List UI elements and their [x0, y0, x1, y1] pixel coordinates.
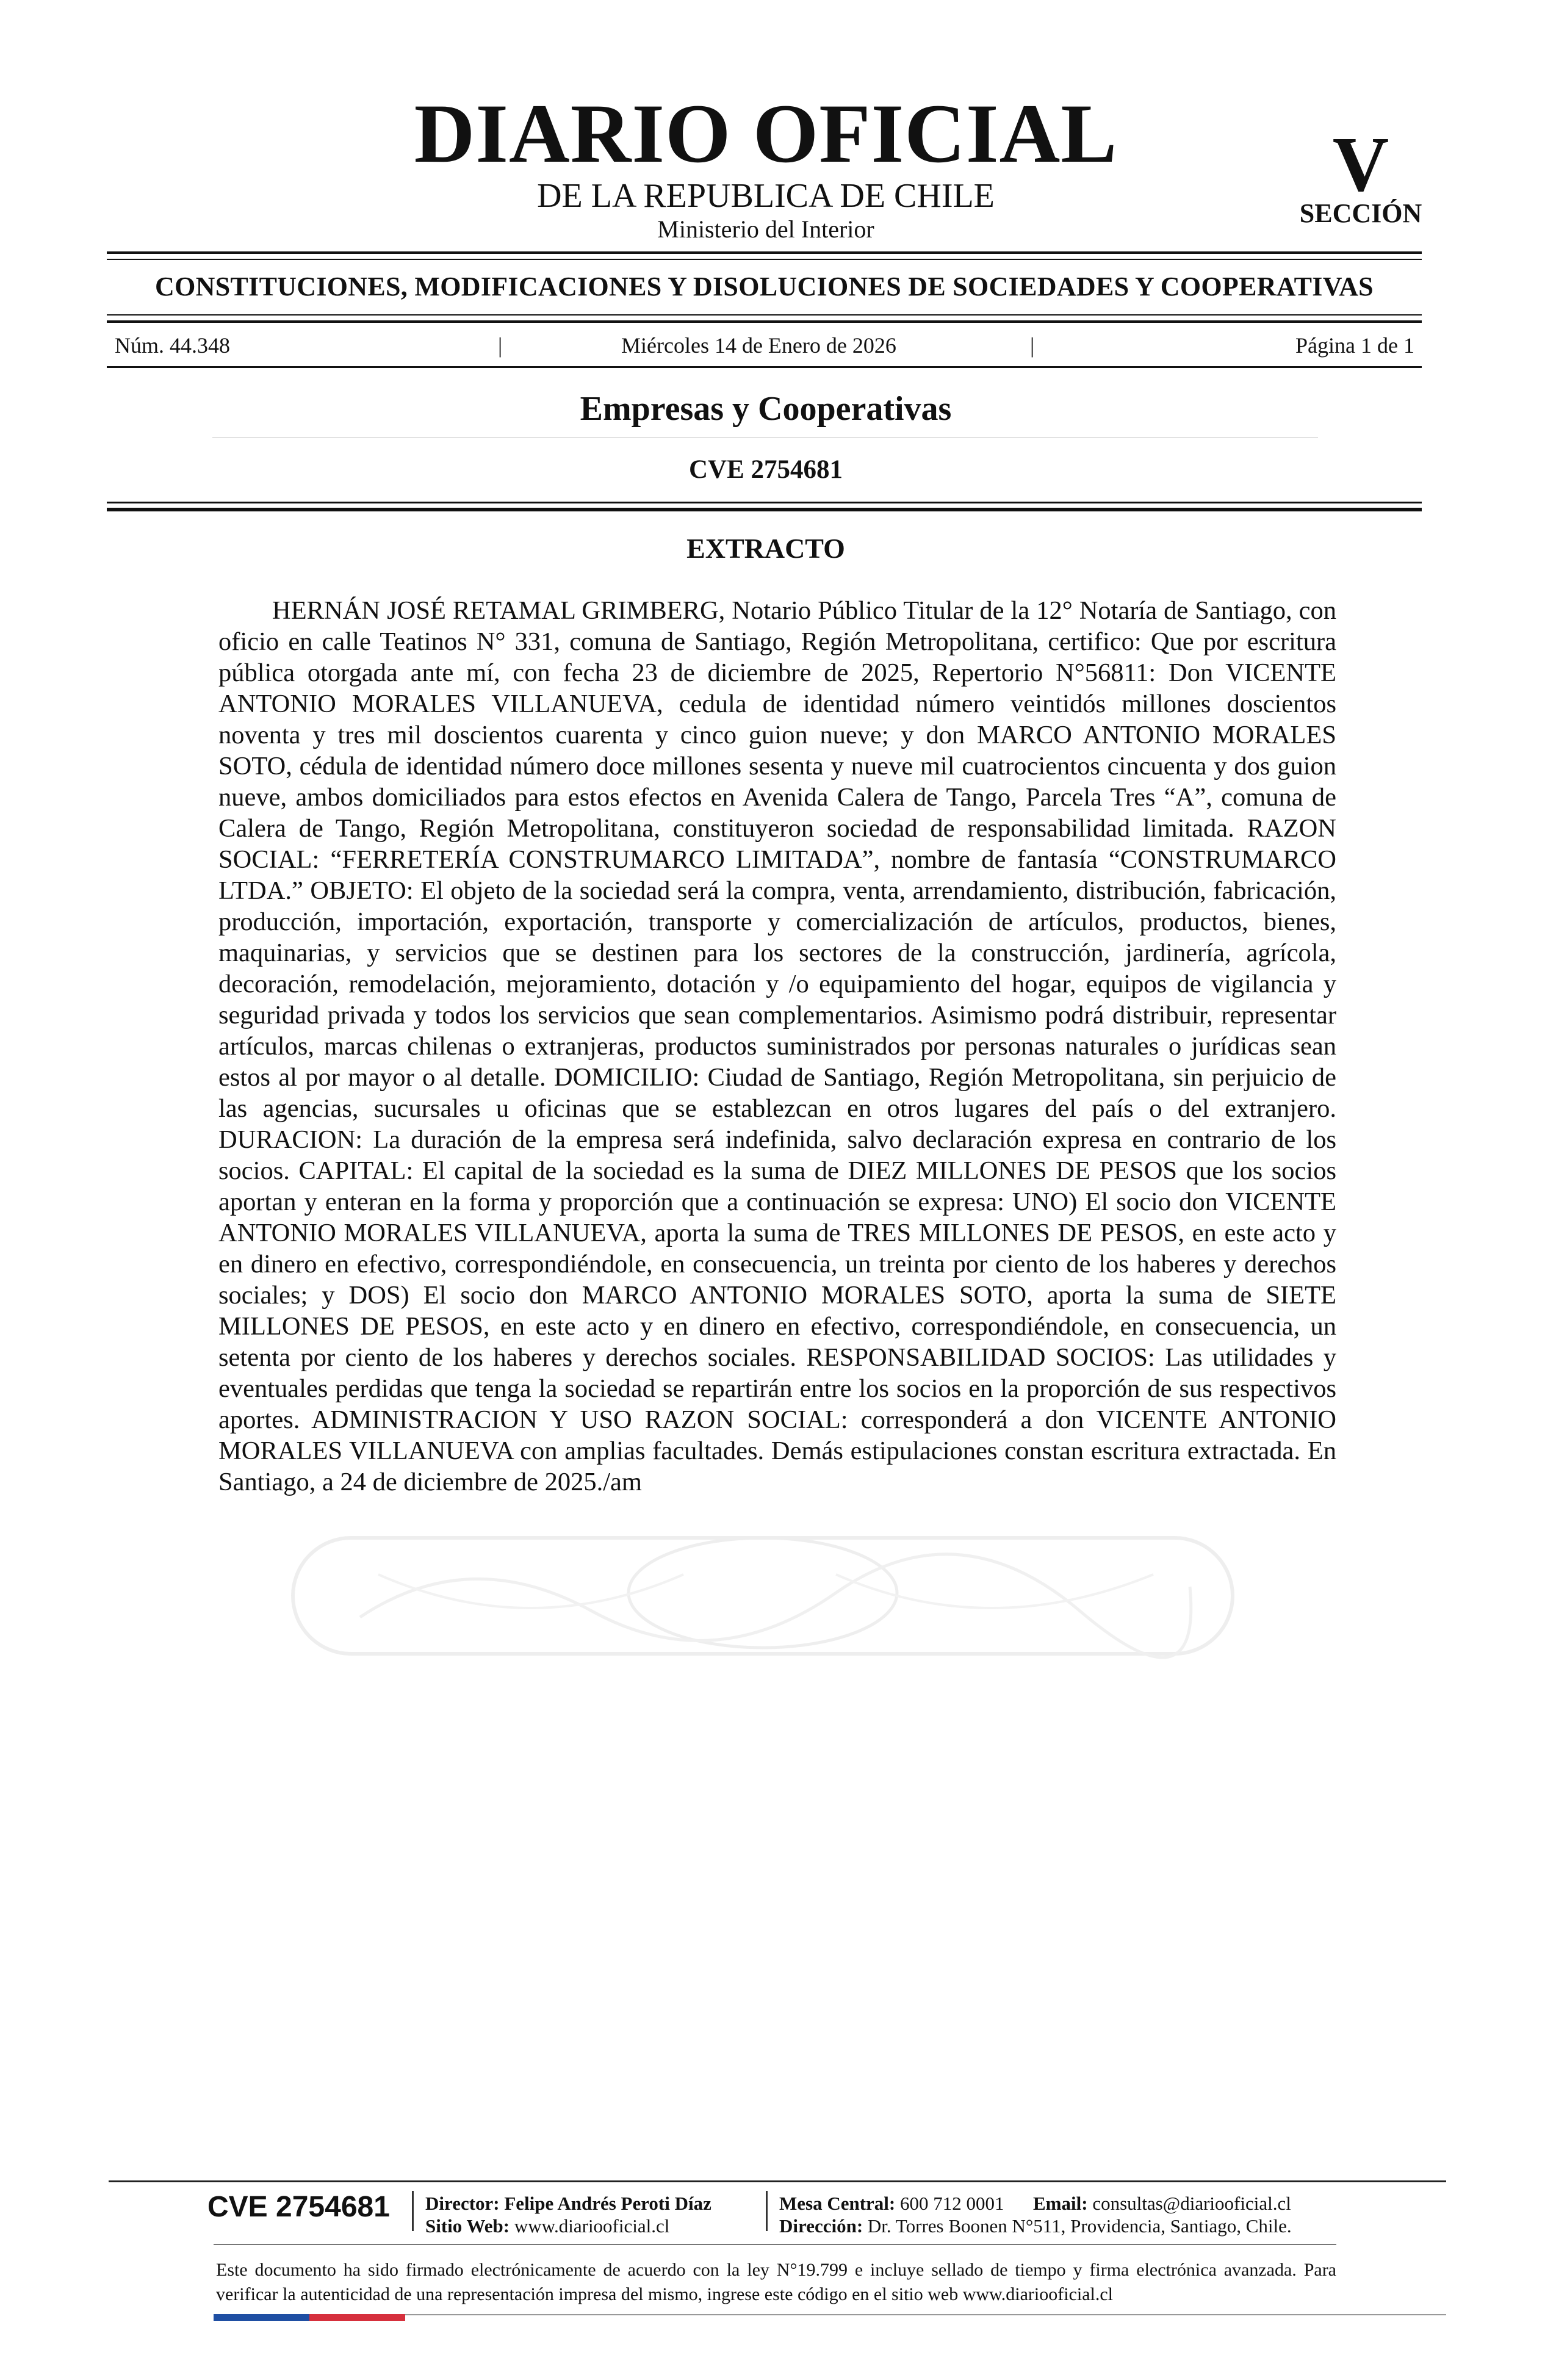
footer-cve: CVE 2754681 [207, 2191, 390, 2223]
address-label: Dirección: [779, 2215, 863, 2237]
director-value: Felipe Andrés Peroti Díaz [504, 2193, 711, 2214]
masthead-title: DIARIO OFICIAL [414, 87, 1118, 180]
masthead-subtitle: DE LA REPUBLICA DE CHILE [537, 177, 995, 215]
band-rule-top-1 [107, 251, 1422, 254]
heading-divider [212, 437, 1318, 438]
mesa-label: Mesa Central: [779, 2193, 896, 2214]
footer-divider-2 [766, 2191, 768, 2231]
extracto-body: HERNÁN JOSÉ RETAMAL GRIMBERG, Notario Público Titular de la 12° Notaría de Santiago, con oficio en calle Teatinos N° 331, comuna de Santiago, Región Metropolitana, certifico: Que por escritura pública otorgada ante mí, con fecha 23 de diciembre de 2025, Repertorio N°56811: Don VICENTE ANTONIO MORALES VILLANUEVA, cedula de identidad número veintidós millones doscientos noventa y tres mil doscientos cuarenta y cinco guion nueve; y don MARCO ANTONIO MORALES SOTO, cédula de identidad número doce millones sesenta y nueve mil cuatrocientos cincuenta y dos guion nueve, ambos domiciliados para estos efectos en Avenida Calera de Tango, Parcela Tres “A”, comuna de Calera de Tango, Región Metropolitana, constituyeron sociedad de responsabilidad limitada. RAZON SOCIAL: “FERRETERÍA CONSTRUMARCO LIMITADA”, nombre de fantasía “CONSTRUMARCO LTDA.” OBJETO: El objeto de la sociedad será la compra, venta, arrendamiento, distribución, fabricación, producción, importación, exportación, transporte y comercialización de artículos, productos, bienes, maquinarias, y servicios que se destinen para los sectores de la construcción, jardinería, agrícola, decoración, remodelación, mejoramiento, dotación y /o equipamiento del hogar, equipos de vigilancia y seguridad privada y todos los servicios que sean complementarios. Asimismo podrá distribuir, representar artículos, marcas chilenas o extranjeras, productos suministrados por personas naturales o jurídicas sean estos al por mayor o al detalle. DOMICILIO: Ciudad de Santiago, Región Metropolitana, sin perjuicio de las agencias, sucursales u oficinas que se establezcan en otros lugares del país o del extranjero. DURACION: La duración de la empresa será indefinida, salvo declaración expresa en contrario de los socios. CAPITAL: El capital de la sociedad es la suma de DIEZ MILLONES DE PESOS que los socios aportan y enteran en la forma y proporción que a continuación se expresa: UNO) El socio don VICENTE ANTONIO MORALES VILLANUEVA, aporta la suma de TRES MILLONES DE PESOS, en este acto y en dinero en efectivo, correspondiéndole, en consecuencia, un treinta por ciento de los haberes y derechos sociales; y DOS) El socio don MARCO ANTONIO MORALES SOTO, aporta la suma de SIETE MILLONES DE PESOS, en este acto y en dinero en efectivo, correspondiéndole, en consecuencia, un setenta por ciento de los haberes y derechos sociales. RESPONSABILIDAD SOCIOS: Las utilidades y eventuales perdidas que tenga la sociedad se repartirán entre los socios en la proporción de sus respectivos aportes. ADMINISTRACION Y USO RAZON SOCIAL: corresponderá a don VICENTE ANTONIO MORALES VILLANUEVA con amplias facultades. Demás estipulaciones constan escritura extractada. En Santiago, a 24 de diciembre de 2025./am [218, 596, 1336, 1496]
website-link[interactable]: www.diariooficial.cl [514, 2215, 670, 2237]
band-rule-bottom-2 [107, 320, 1422, 323]
band-title: CONSTITUCIONES, MODIFICACIONES Y DISOLUCIONES DE SOCIEDADES Y COOPERATIVAS [155, 272, 1374, 301]
website-label: Sitio Web: [425, 2215, 510, 2237]
band-rule-top-2 [107, 259, 1422, 260]
masthead-ministry: Ministerio del Interior [657, 215, 874, 243]
footer-website [425, 2216, 669, 2235]
heading-rule-2 [107, 508, 1422, 511]
footer-divider-1 [412, 2191, 414, 2231]
cve-code: CVE 2754681 [688, 455, 843, 484]
address-value: Dr. Torres Boonen N°511, Providencia, Santiago, Chile. [867, 2215, 1292, 2237]
footer-signature-note: Este documento ha sido firmado electrónicamente de acuerdo con la ley N°19.799 e incluye sellado de tiempo y firma electrónica avanzada. Para verificar la autenticidad de una representación impresa del mismo, ingrese este código en el sitio web www.diariooficial.cl [216, 2260, 1336, 2304]
heading-rule-1 [107, 502, 1422, 503]
footer-mesa-central [779, 2194, 1291, 2213]
footer-thin-rule [214, 2244, 1336, 2245]
section-letter: V [1332, 121, 1389, 207]
mesa-value: 600 712 0001 [900, 2193, 1004, 2214]
band-rule-bottom-1 [107, 314, 1422, 316]
section-word: SECCIÓN [1299, 198, 1422, 228]
extracto-title: EXTRACTO [686, 533, 845, 564]
issue-separator-2: | [1030, 333, 1035, 358]
seal-watermark [287, 1520, 1239, 1660]
section-heading: Empresas y Cooperativas [580, 390, 952, 428]
footer-rule [109, 2180, 1446, 2182]
director-label: Director: [425, 2193, 500, 2214]
issue-number: Núm. 44.348 [115, 333, 230, 358]
issue-rule [107, 366, 1422, 368]
issue-separator-1: | [498, 333, 503, 358]
issue-page: Página 1 de 1 [1295, 333, 1414, 358]
flag-stripe-red [309, 2314, 405, 2321]
flag-stripe-blue [214, 2314, 309, 2321]
email-link[interactable]: consultas@diariooficial.cl [1092, 2193, 1291, 2214]
email-label: Email: [1033, 2193, 1088, 2214]
footer-address [779, 2216, 1292, 2235]
issue-date: Miércoles 14 de Enero de 2026 [621, 333, 896, 358]
footer-director [425, 2194, 711, 2213]
